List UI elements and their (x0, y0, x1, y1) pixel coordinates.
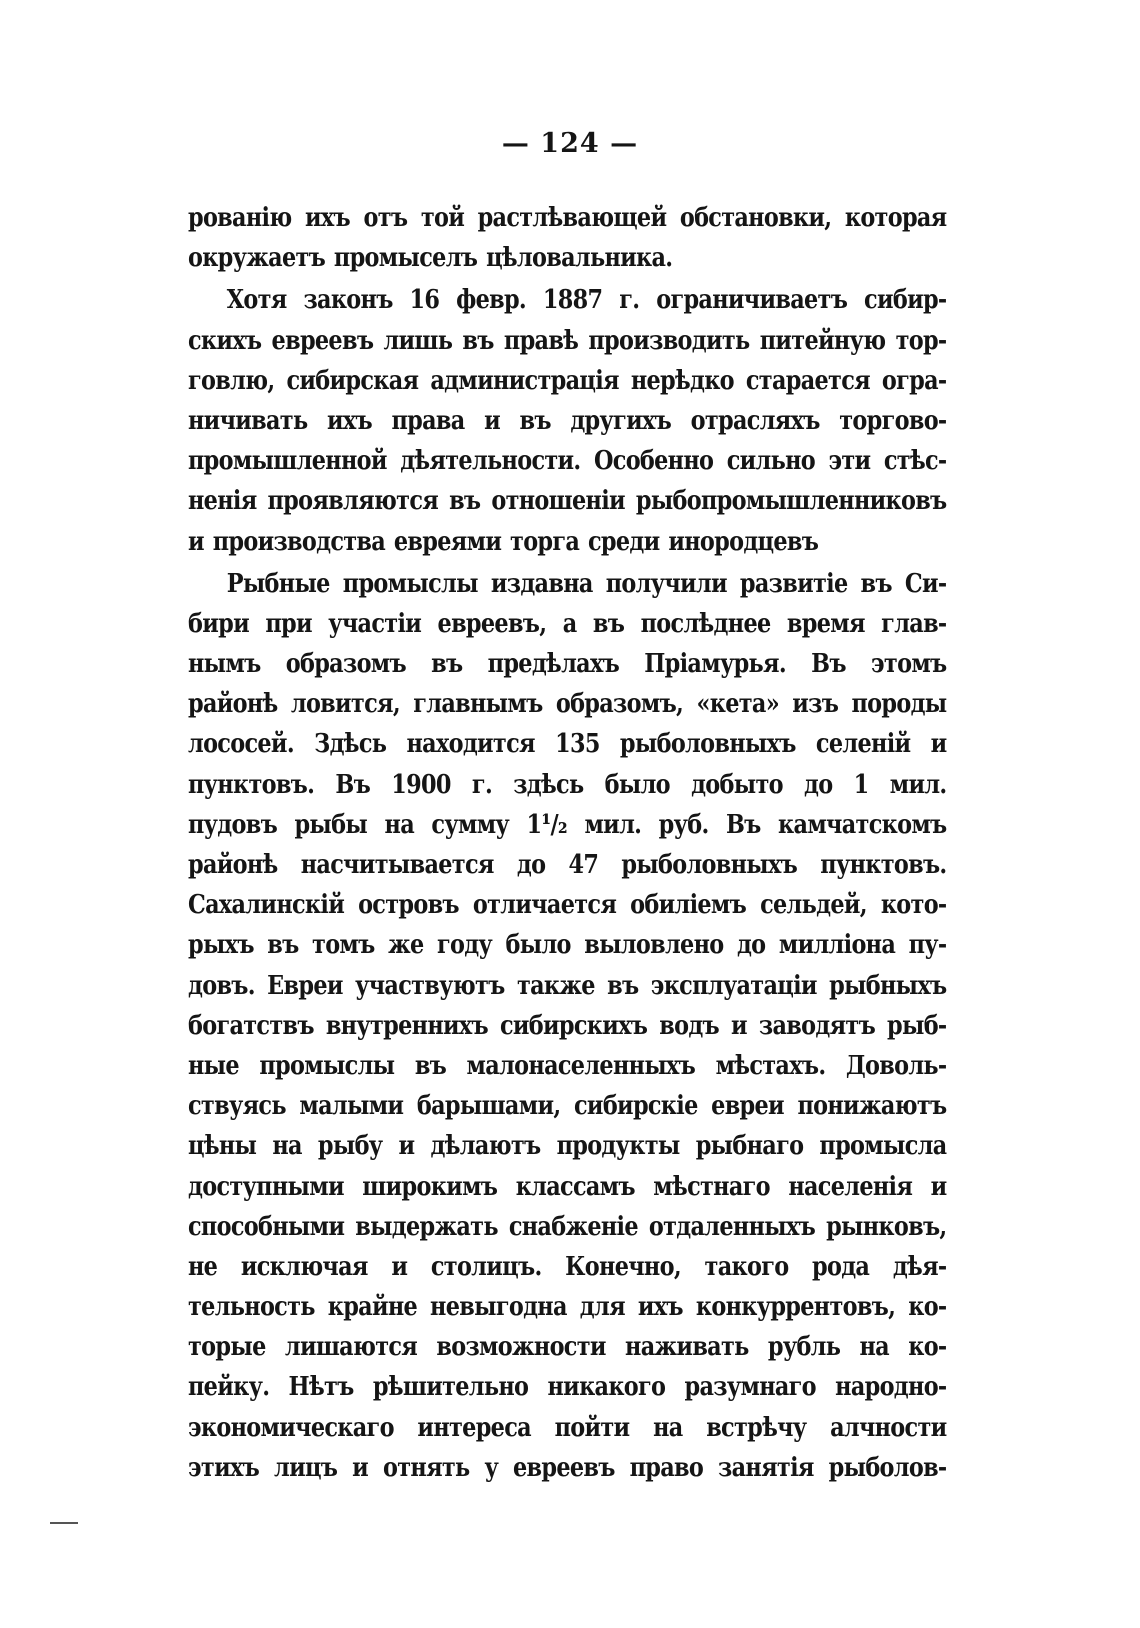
text-line: пунктовъ. Въ 1900 г. здѣсь было добыто до 1 мил. (188, 769, 947, 800)
text-line: бири при участіи евреевъ, а въ послѣднее время глав- (188, 608, 947, 639)
text-line: тельность крайне невыгодна для ихъ конкуррентовъ, ко- (188, 1292, 947, 1323)
text-line: довъ. Евреи участвуютъ также въ эксплуатаціи рыбныхъ (188, 970, 947, 1001)
text-line: этихъ лицъ и отнять у евреевъ право занятія рыболов- (188, 1452, 947, 1483)
body-text (188, 198, 946, 1488)
text-line: промышленной дѣятельности. Особенно сильно эти стѣс- (188, 446, 947, 477)
text-line: и производства евреями торга среди инородцевъ (188, 526, 819, 557)
text-line: Рыбные промыслы издавна получили развитіе въ Си- (226, 568, 947, 599)
text-line: ничивать ихъ права и въ другихъ отрасляхъ торгово- (188, 405, 947, 436)
text-line: не исключая и столицъ. Конечно, такого рода дѣя- (188, 1251, 947, 1282)
text-line: пудовъ рыбы на сумму 1¹/₂ мил. руб. Въ камчатскомъ (188, 809, 947, 840)
text-line: доступными широкимъ классамъ мѣстнаго населенія и (188, 1171, 947, 1202)
text-line: пейку. Нѣтъ рѣшительно никакого разумнаго народно- (188, 1372, 947, 1403)
text-line: скихъ евреевъ лишь въ правѣ производить питейную тор- (188, 325, 947, 356)
text-line: лососей. Здѣсь находится 135 рыболовныхъ селеній и (188, 729, 947, 760)
text-line: районѣ насчитывается до 47 рыболовныхъ пунктовъ. (188, 850, 947, 880)
text-line: торые лишаются возможности наживать рубль на ко- (188, 1332, 947, 1363)
text-line: районѣ ловится, главнымъ образомъ, «кета» изъ породы (188, 689, 947, 720)
text-line: цѣны на рыбу и дѣлаютъ продукты рыбнаго промысла (188, 1131, 947, 1162)
text-line: рыхъ въ томъ же году было выловлено до милліона пу- (188, 930, 947, 961)
text-line: ные промыслы въ малонаселенныхъ мѣстахъ. Доволь- (188, 1050, 947, 1081)
text-line: нымъ образомъ въ предѣлахъ Пріамурья. Въ этомъ (188, 649, 947, 680)
text-line: экономическаго интереса пойти на встрѣчу алчности (188, 1412, 947, 1443)
text-line: богатствъ внутреннихъ сибирскихъ водъ и заводятъ рыб- (188, 1010, 947, 1041)
text-line: окружаетъ промыселъ цѣловальника. (188, 243, 673, 274)
text-line: говлю, сибирская администрація нерѣдко старается огра- (188, 365, 947, 396)
text-line: рованію ихъ отъ той растлѣвающей обстановки, которая (188, 203, 947, 233)
text-line: Хотя законъ 16 февр. 1887 г. ограничиваетъ сибир- (226, 285, 947, 316)
text-line: способными выдержать снабженіе отдаленныхъ рынковъ, (188, 1211, 947, 1242)
text-line: ствуясь малыми барышами, сибирскіе евреи понижаютъ (188, 1091, 947, 1122)
text-line: Сахалинскій островъ отличается обиліемъ сельдей, кото- (188, 890, 947, 921)
page-number: — 124 — (501, 128, 639, 159)
margin-mark (50, 1522, 78, 1524)
text-line: ненія проявляются въ отношеніи рыбопромышленниковъ (188, 486, 947, 517)
